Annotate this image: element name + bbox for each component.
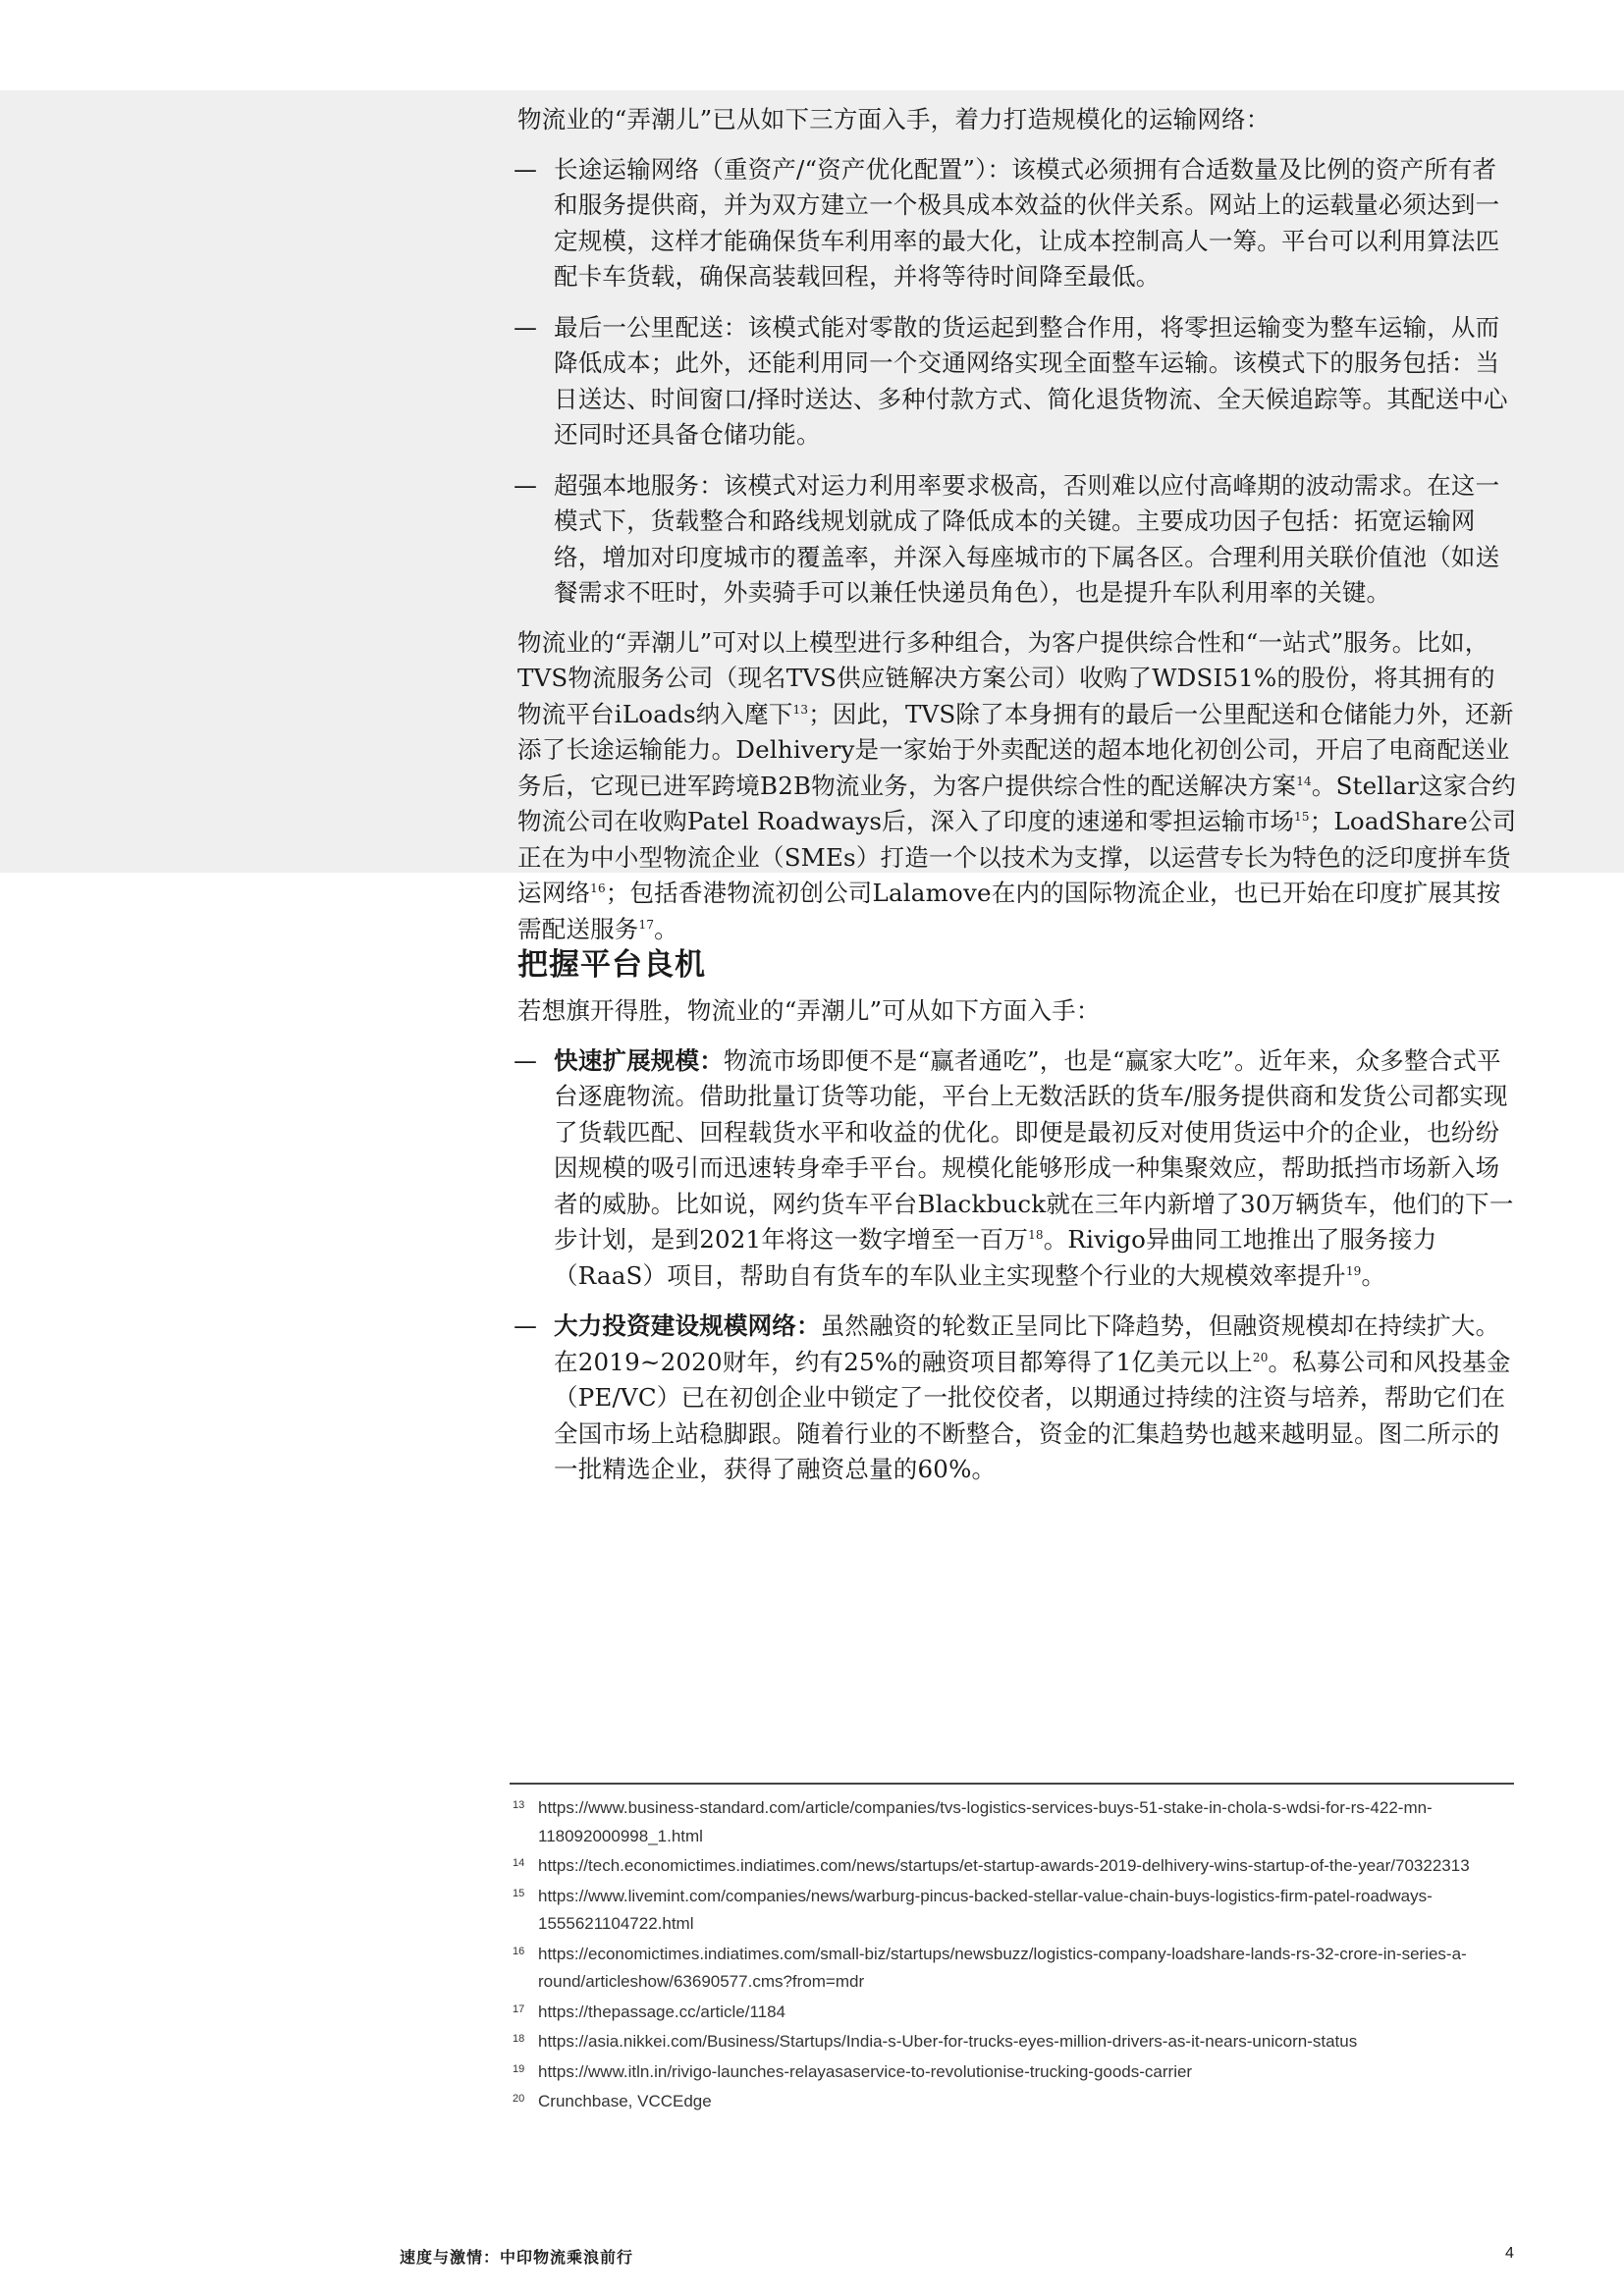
dash-marker: — xyxy=(514,155,537,184)
text-run: ；因此，TVS除了本身拥有的最后一公里配送和仓储能力外，还新添了长途运输能力。Delhivery是一家始于外卖配送的超本地化初创公司，开启了电商配送业务后，它现已进军跨境B2B物流业务，为客户提供综合性的配送解决方案 xyxy=(517,699,1514,800)
text-run: 。 xyxy=(1361,1260,1386,1290)
footnote-item xyxy=(513,1883,1514,1939)
footnote-item xyxy=(513,2088,1514,2116)
footnote-item xyxy=(513,1941,1514,1997)
section-intro: 若想旗开得胜，物流业的“弄潮儿”可从如下方面入手： xyxy=(517,996,1101,1025)
footnote-item xyxy=(513,2028,1514,2056)
text-run: 物流市场即便不是“赢者通吃”，也是“赢家大吃”。近年来，众多整合式平台逐鹿物流。借助批量订货等功能，平台上无数活跃的货车/服务提供商和发货公司都实现了货载匹配、回程载货水平和收益的优化。即便是最初反对使用货运中介的企业，也纷纷因规模的吸引而迅速转身牵手平台。规模化能够形成一种集聚效应，帮助抵挡市场新入场者的威胁。比如说，网约货车平台Blackbuck就在三年内新增了30万辆货车，他们的下一步计划，是到2021年将这一数字增至一百万 xyxy=(554,1045,1514,1254)
footnote-ref: 13 xyxy=(792,702,809,717)
bullet-lead: 大力投资建设规模网络： xyxy=(554,1311,821,1340)
page-number: 4 xyxy=(1505,2245,1514,2262)
box-intro: 物流业的“弄潮儿”已从如下三方面入手，着力打造规模化的运输网络： xyxy=(517,105,1271,133)
footnotes xyxy=(513,1794,1514,2116)
footnote-number: 16 xyxy=(513,1945,525,1957)
dash-marker: — xyxy=(514,1046,537,1075)
footnote-text: Crunchbase, VCCEdge xyxy=(538,2092,712,2110)
footnote-item xyxy=(513,1794,1514,1850)
section xyxy=(514,944,1519,1488)
text-run: 虽然融资的轮数正呈同比下降趋势，但融资规模却在持续扩大。在2019~2020财年，约有25%的融资项目都筹得了1亿美元以上 xyxy=(554,1311,1500,1376)
dash-marker: — xyxy=(514,471,537,500)
bullet-text: 长途运输网络（重资产/“资产优化配置”）：该模式必须拥有合适数量及比例的资产所有者和服务提供商，并为双方建立一个极具成本效益的伙伴关系。网站上的运载量必须达到一定规模，这样才能确保货车利用率的最大化，让成本控制高人一筹。平台可以利用算法匹配卡车货载，确保高装载回程，并将等待时间降至最低。 xyxy=(554,154,1500,291)
bullet-text xyxy=(554,1308,1519,1488)
footnote-number: 14 xyxy=(513,1857,525,1869)
bullet-item xyxy=(514,468,1519,612)
footnote-ref: 16 xyxy=(590,881,606,895)
footnote-ref: 18 xyxy=(1028,1228,1044,1242)
bullet-item xyxy=(514,310,1519,454)
bullet-text xyxy=(554,1043,1519,1295)
text-run: ；包括香港物流初创公司Lalamove在内的国际物流企业，也已开始在印度扩展其按需配送服务 xyxy=(517,879,1501,943)
text-run: 。Stellar这家合约物流公司在收购Patel Roadways后，深入了印度的速递和零担运输市场 xyxy=(517,771,1516,835)
footnote-link[interactable]: https://asia.nikkei.com/Business/Startups/India-s-Uber-for-trucks-eyes-million-drivers-as-it-nears-unicorn-status xyxy=(538,2032,1358,2051)
box-content xyxy=(514,102,1519,947)
footnote-link[interactable]: https://www.business-standard.com/article/companies/tvs-logistics-services-buys-51-stake-in-chola-s-wdsi-for-rs-422-mn-118092000998_1.html xyxy=(538,1798,1433,1845)
footnote-number: 20 xyxy=(513,2093,525,2105)
footnote-ref: 17 xyxy=(638,917,655,932)
footnote-ref: 20 xyxy=(1252,1350,1269,1364)
footnote-number: 19 xyxy=(513,2062,525,2075)
footnote-ref: 14 xyxy=(1296,774,1312,788)
footnote-link[interactable]: https://economictimes.indiatimes.com/small-biz/startups/newsbuzz/logistics-company-loadshare-lands-rs-32-crore-in-series-a-round/articleshow/63690577.cms?from=mdr xyxy=(538,1944,1467,1991)
footer-title: 速度与激情：中印物流乘浪前行 xyxy=(400,2248,634,2267)
footnote-item xyxy=(513,1852,1514,1881)
footnote-divider xyxy=(510,1783,1514,1785)
footnote-number: 17 xyxy=(513,2002,525,2015)
box-bullet-list xyxy=(514,152,1519,612)
box-paragraph xyxy=(517,625,1519,948)
footnote-link[interactable]: https://tech.economictimes.indiatimes.com/news/startups/et-startup-awards-2019-delhivery-wins-startup-of-the-year/70322313 xyxy=(538,1856,1470,1875)
section-heading: 把握平台良机 xyxy=(517,947,706,983)
dash-marker: — xyxy=(514,1312,537,1340)
footnote-number: 15 xyxy=(513,1887,525,1899)
text-run: 。Rivigo异曲同工地推出了服务接力（RaaS）项目，帮助自有货车的车队业主实现整个行业的大规模效率提升 xyxy=(554,1225,1437,1290)
footnote-link[interactable]: https://www.livemint.com/companies/news/warburg-pincus-backed-stellar-value-chain-buys-logistics-firm-patel-roadways-1555621104722.html xyxy=(538,1886,1433,1933)
footnote-ref: 19 xyxy=(1345,1263,1362,1278)
bullet-item xyxy=(514,1308,1519,1488)
bullet-item xyxy=(514,152,1519,295)
footnote-item xyxy=(513,2058,1514,2087)
footnote-number: 13 xyxy=(513,1799,525,1811)
footnote-ref: 15 xyxy=(1294,810,1310,824)
bullet-lead: 快速扩展规模： xyxy=(554,1045,724,1075)
section-bullet-list xyxy=(514,1043,1519,1488)
bullet-text: 最后一公里配送：该模式能对零散的货运起到整合作用，将零担运输变为整车运输，从而降低成本；此外，还能利用同一个交通网络实现全面整车运输。该模式下的服务包括：当日送达、时间窗口/择时送达、多种付款方式、简化退货物流、全天候追踪等。其配送中心还同时还具备仓储功能。 xyxy=(554,312,1508,449)
text-run: 。私募公司和风投基金（PE/VC）已在初创企业中锁定了一批佼佼者，以期通过持续的注资与培养，帮助它们在全国市场上站稳脚跟。随着行业的不断整合，资金的汇集趋势也越来越明显。图二所示的一批精选企业，获得了融资总量的60%。 xyxy=(554,1347,1511,1483)
dash-marker: — xyxy=(514,313,537,342)
text-run: ；LoadShare公司正在为中小型物流企业（SMEs）打造一个以技术为支撑，以运营专长为特色的泛印度拼车货运网络 xyxy=(517,807,1517,907)
footnote-link[interactable]: https://www.itln.in/rivigo-launches-relayasaservice-to-revolutionise-trucking-goods-carrier xyxy=(538,2061,1193,2081)
bullet-item xyxy=(514,1043,1519,1295)
footnote-link[interactable]: https://thepassage.cc/article/1184 xyxy=(538,2002,786,2021)
bullet-text: 超强本地服务：该模式对运力利用率要求极高，否则难以应付高峰期的波动需求。在这一模式下，货载整合和路线规划就成了降低成本的关键。主要成功因子包括：拓宽运输网络，增加对印度城市的覆盖率，并深入每座城市的下属各区。合理利用关联价值池（如送餐需求不旺时，外卖骑手可以兼任快递员角色），也是提升车队利用率的关键。 xyxy=(554,470,1500,607)
footnote-number: 18 xyxy=(513,2033,525,2045)
footnote-item xyxy=(513,1999,1514,2027)
text-run: 物流业的“弄潮儿”可对以上模型进行多种组合，为客户提供综合性和“一站式”服务。比如，TVS物流服务公司（现名TVS供应链解决方案公司）收购了WDSI51%的股份，将其拥有的物流平台iLoads纳入麾下 xyxy=(517,627,1495,728)
text-run: 。 xyxy=(654,914,678,943)
